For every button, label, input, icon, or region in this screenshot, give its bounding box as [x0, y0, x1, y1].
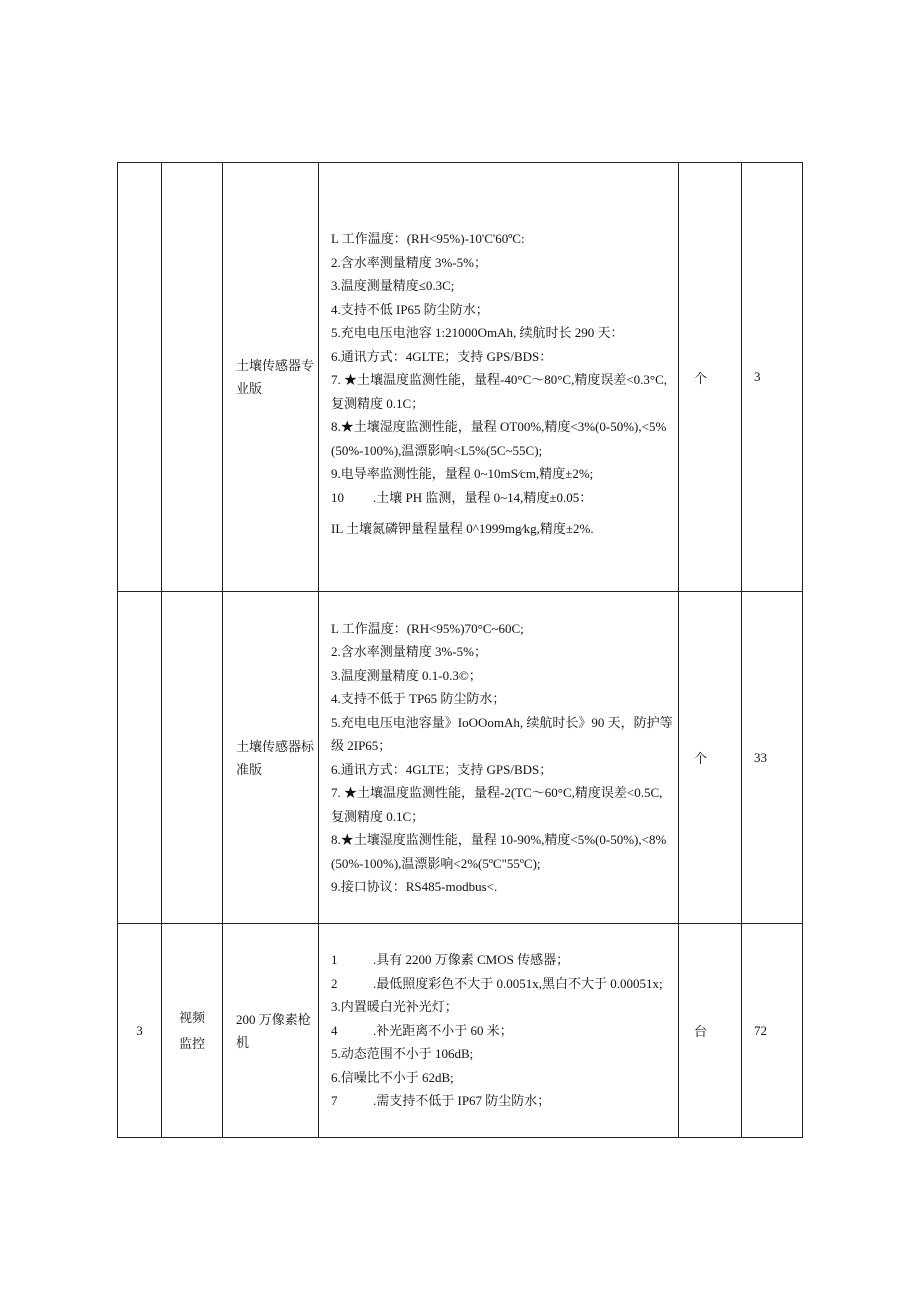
quantity-cell: 72: [742, 924, 803, 1138]
category-text: 视频监控: [178, 1009, 205, 1051]
unit-cell: 个: [679, 163, 742, 592]
spec-line: 5.动态范围不小于 106dB;: [331, 1046, 474, 1062]
unit-cell: 个: [679, 592, 742, 924]
spec-line: 5.充电电压电池容 1:21000OmAh, 续航时长 290 天：: [331, 325, 624, 341]
spec-line: [331, 1019, 674, 1043]
index-cell: [118, 163, 162, 592]
index-cell: 3: [118, 924, 162, 1138]
index-cell: [118, 592, 162, 924]
spec-line-text: .具有 2200 万像素 CMOS 传感器；: [373, 952, 570, 968]
unit-cell: 台: [679, 924, 742, 1138]
spec-cell: [319, 592, 679, 924]
spec-line: 3.温度测量精度≤0.3C;: [331, 278, 455, 294]
spec-line: [331, 1089, 674, 1113]
spec-line: 3.温度测量精度 0.1-0.3©；: [331, 667, 482, 683]
spec-line: [331, 972, 674, 996]
spec-cell: [319, 163, 679, 592]
spec-line: IL 土壤氮磷钾量程量程 0^1999mg∕kg,精度±2%.: [331, 521, 594, 537]
spec-cell: [319, 924, 679, 1138]
spec-line: L 工作温度：(RH<95%)-10'C'60ºC:: [331, 231, 525, 247]
category-cell: [162, 924, 223, 1138]
spec-line: 5.充电电压电池容量》IoOOomAh, 续航时长》90 天，防护等级 2IP65；: [331, 714, 673, 753]
spec-line: 2.含水率测量精度 3%-5%；: [331, 254, 487, 270]
spec-line-number: 7: [331, 1093, 338, 1109]
spec-line-text: .最低照度彩色不大于 0.0051x,黑白不大于 0.00051x;: [373, 975, 663, 991]
spec-line: 8.★土壤湿度监测性能，量程 OT00%,精度<3%(0-50%),<5%(50%-100%),温漂影响<L5%(5C~55C);: [331, 419, 667, 458]
spec-line: [331, 948, 674, 972]
spec-line-text: .土壤 PH 监测，量程 0~14,精度±0.05：: [373, 489, 593, 505]
spec-line: 6.通讯方式：4GLTE；支持 GPS/BDS：: [331, 348, 553, 364]
spec-line: 7. ★土壤温度监测性能，量程-2(TC～60°C,精度误差<0.5C,复测精度 0.1C；: [331, 785, 663, 824]
product-name-cell: [223, 163, 319, 592]
spec-line: 4.支持不低于 TP65 防尘防水；: [331, 691, 506, 706]
spec-line: L 工作温度：(RH<95%)70°C~60C;: [331, 620, 524, 636]
product-name: 土壤传感器专业版: [236, 358, 315, 396]
table-row: [118, 592, 803, 924]
spec-line: 6.通讯方式：4GLTE；支持 GPS/BDS；: [331, 761, 553, 777]
spec-line: 2.含水率测量精度 3%-5%；: [331, 644, 487, 659]
spec-line: 3.内置暖白光补光灯；: [331, 999, 458, 1015]
spec-line: [331, 486, 674, 510]
spec-line: 7. ★土壤温度监测性能，量程-40°C～80°C,精度误差<0.3°C,复测精度 0.1C；: [331, 372, 668, 411]
spec-line-text: .需支持不低于 IP67 防尘防水；: [373, 1093, 551, 1109]
spec-line-number: 2: [331, 975, 338, 991]
spec-line-number: 10: [331, 489, 344, 505]
quantity-cell: 33: [742, 592, 803, 924]
spec-line-number: 4: [331, 1022, 338, 1038]
category-cell: [162, 163, 223, 592]
category-cell: [162, 592, 223, 924]
product-name: 土壤传感器标准版: [236, 738, 315, 777]
quantity-cell: 3: [742, 163, 803, 592]
spec-line-number: 1: [331, 952, 338, 968]
spec-line: 6.信噪比不小于 62dB;: [331, 1069, 454, 1085]
spec-line: 9.电导率监测性能，量程 0~10mS∕cm,精度±2%;: [331, 466, 594, 482]
product-name-cell: [223, 924, 319, 1138]
product-name: 200 万像素枪机: [236, 1011, 311, 1050]
product-name-cell: [223, 592, 319, 924]
spec-table: [117, 162, 803, 1138]
spec-line: 9.接口协议：RS485-modbus<.: [331, 879, 498, 894]
table-row: [118, 163, 803, 592]
spec-line-text: .补光距离不小于 60 米；: [373, 1022, 513, 1038]
table-row: [118, 924, 803, 1138]
spec-line: 8.★土壤湿度监测性能，量程 10-90%,精度<5%(0-50%),<8%(50%-100%),温漂影响<2%(5ºC"55ºC);: [331, 832, 667, 871]
spec-line: 4.支持不低 IP65 防尘防水；: [331, 301, 489, 317]
